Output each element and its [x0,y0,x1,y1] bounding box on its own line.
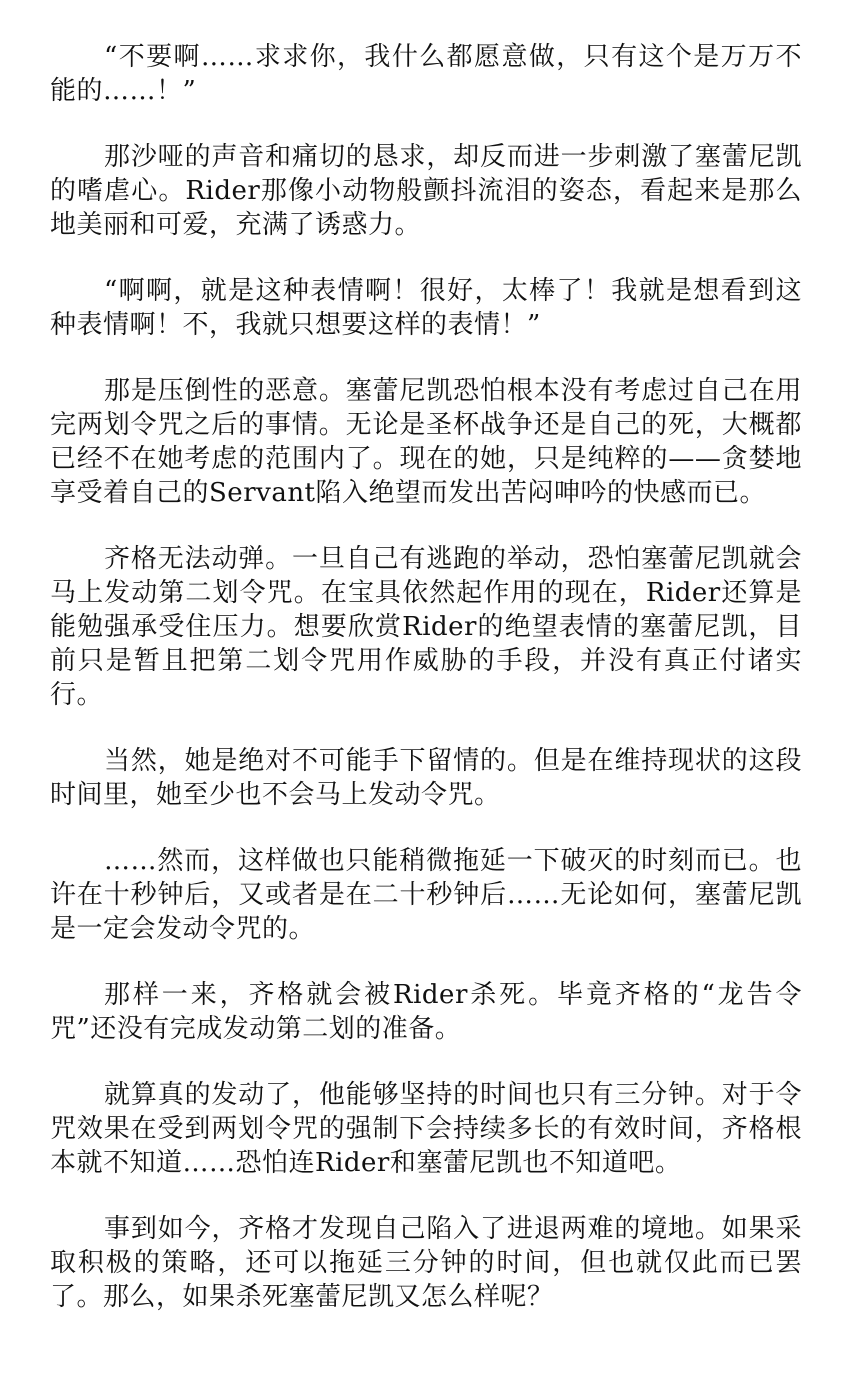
paragraph-1: “不要啊……求求你，我什么都愿意做，只有这个是万万不能的……！” [50,42,802,106]
document-page [50,40,802,1346]
paragraph-7: ……然而，这样做也只能稍微拖延一下破灭的时刻而已。也许在十秒钟后，又或者是在二十秒钟后……无论如何，塞蕾尼凯是一定会发动令咒的。 [50,846,802,944]
paragraph-3: “啊啊，就是这种表情啊！很好，太棒了！我就是想看到这种表情啊！不，我就只想要这样的表情！” [50,276,802,340]
paragraph-9: 就算真的发动了，他能够坚持的时间也只有三分钟。对于令咒效果在受到两划令咒的强制下会持续多长的有效时间，齐格根本就不知道……恐怕连Rider和塞蕾尼凯也不知道吧。 [50,1080,802,1178]
paragraph-4: 那是压倒性的恶意。塞蕾尼凯恐怕根本没有考虑过自己在用完两划令咒之后的事情。无论是圣杯战争还是自己的死，大概都已经不在她考虑的范围内了。现在的她，只是纯粹的——贪婪地享受着自己的Servant陷入绝望而发出苦闷呻吟的快感而已。 [50,376,802,508]
paragraph-5: 齐格无法动弹。一旦自己有逃跑的举动，恐怕塞蕾尼凯就会马上发动第二划令咒。在宝具依然起作用的现在，Rider还算是能勉强承受住压力。想要欣赏Rider的绝望表情的塞蕾尼凯，目前只是暂且把第二划令咒用作威胁的手段，并没有真正付诸实行。 [50,544,802,710]
paragraph-6: 当然，她是绝对不可能手下留情的。但是在维持现状的这段时间里，她至少也不会马上发动令咒。 [50,746,802,810]
paragraph-2: 那沙哑的声音和痛切的恳求，却反而进一步刺激了塞蕾尼凯的嗜虐心。Rider那像小动物般颤抖流泪的姿态，看起来是那么地美丽和可爱，充满了诱惑力。 [50,142,802,240]
paragraph-10: 事到如今，齐格才发现自己陷入了进退两难的境地。如果采取积极的策略，还可以拖延三分钟的时间，但也就仅此而已罢了。那么，如果杀死塞蕾尼凯又怎么样呢？ [50,1214,802,1312]
paragraph-8: 那样一来，齐格就会被Rider杀死。毕竟齐格的“龙告令咒”还没有完成发动第二划的准备。 [50,980,802,1044]
